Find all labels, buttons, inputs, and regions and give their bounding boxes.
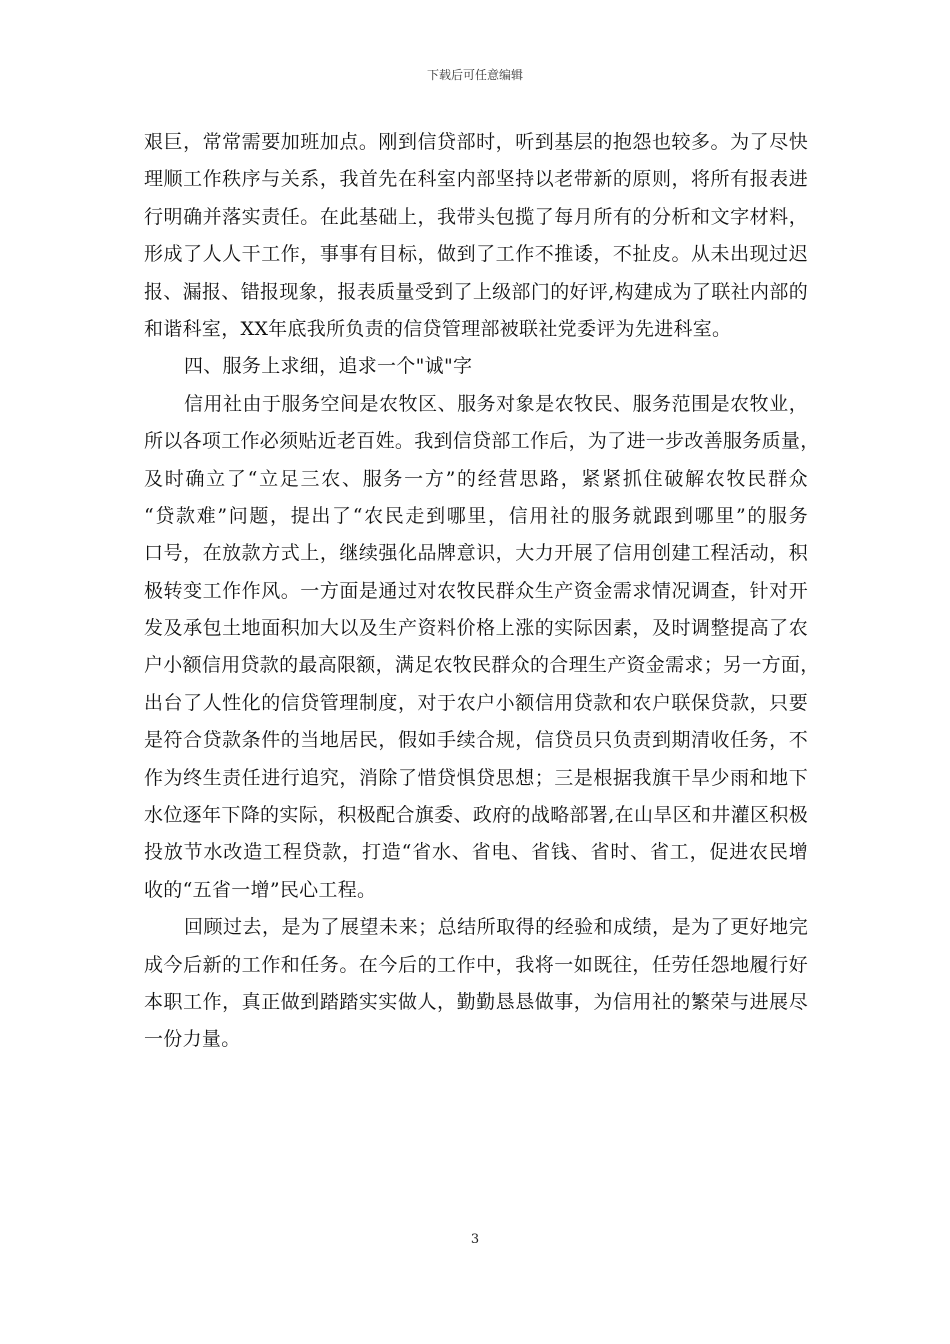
text-line: 及时确立了“立足三农、服务一方”的经营思路，紧紧抓住破解农牧民群众	[144, 467, 808, 490]
text-line: 作为终生责任进行追究，消除了惜贷惧贷思想；三是根据我旗干旱少雨和地下	[144, 766, 808, 789]
text-line: 回顾过去，是为了展望未来；总结所取得的经验和成绩，是为了更好地完	[184, 916, 808, 939]
text-line: 极转变工作作风。一方面是通过对农牧民群众生产资金需求情况调查，针对开	[144, 579, 808, 602]
section-heading	[144, 348, 808, 385]
text-line: 投放节水改造工程贷款，打造“省水、省电、省钱、省时、省工，促进农民增	[144, 841, 808, 864]
text-line: 和谐科室，XX年底我所负责的信贷管理部被联社党委评为先进科室。	[144, 317, 732, 340]
text-line: 理顺工作秩序与关系，我首先在科室内部坚持以老带新的原则，将所有报表进	[144, 168, 808, 191]
text-line: 报、漏报、错报现象，报表质量受到了上级部门的好评,构建成为了联社内部的	[144, 280, 808, 303]
text-line: 行明确并落实责任。在此基础上，我带头包揽了每月所有的分析和文字材料，	[144, 205, 808, 228]
text-line: 信用社由于服务空间是农牧区、服务对象是农牧民、服务范围是农牧业，	[184, 392, 808, 415]
page-number: 3	[470, 1232, 480, 1247]
text-line: 水位逐年下降的实际，积极配合旗委、政府的战略部署,在山旱区和井灌区积极	[144, 804, 808, 827]
text-line: “贷款难”问题，提出了“农民走到哪里，信用社的服务就跟到哪里”的服务	[144, 504, 808, 527]
document-body	[144, 124, 820, 1059]
text-line: 形成了人人干工作，事事有目标，做到了工作不推诿，不扯皮。从未出现过迟	[144, 243, 808, 266]
text-line: 口号，在放款方式上，继续强化品牌意识，大力开展了信用创建工程活动，积	[144, 542, 808, 565]
paragraph	[144, 909, 808, 1059]
text-line: 艰巨，常常需要加班加点。刚到信贷部时，听到基层的抱怨也较多。为了尽快	[144, 131, 808, 153]
text-line: 户小额信用贷款的最高限额，满足农牧民群众的合理生产资金需求；另一方面，	[144, 654, 820, 677]
text-line: 收的“五省一增”民心工程。	[144, 878, 377, 901]
text-line: 出台了人性化的信贷管理制度，对于农户小额信用贷款和农户联保贷款，只要	[144, 691, 808, 714]
text-line: 一份力量。	[144, 1028, 241, 1051]
text-line: 是符合贷款条件的当地居民，假如手续合规，信贷员只负责到期清收任务，不	[144, 729, 808, 752]
text-line: 本职工作，真正做到踏踏实实做人，勤勤恳恳做事，为信用社的繁荣与进展尽	[144, 990, 808, 1013]
text-line: 所以各项工作必须贴近老百姓。我到信贷部工作后，为了进一步改善服务质量，	[144, 430, 820, 453]
paragraph	[144, 124, 808, 348]
text-line: 发及承包土地面积加大以及生产资料价格上涨的实际因素，及时调整提高了农	[144, 617, 808, 640]
paragraph	[144, 386, 820, 909]
text-line: 四、服务上求细，追求一个"诚"字	[184, 355, 473, 378]
page-header: 下载后可任意编辑	[426, 68, 523, 82]
text-line: 成今后新的工作和任务。在今后的工作中，我将一如既往，任劳任怨地履行好	[144, 953, 808, 976]
